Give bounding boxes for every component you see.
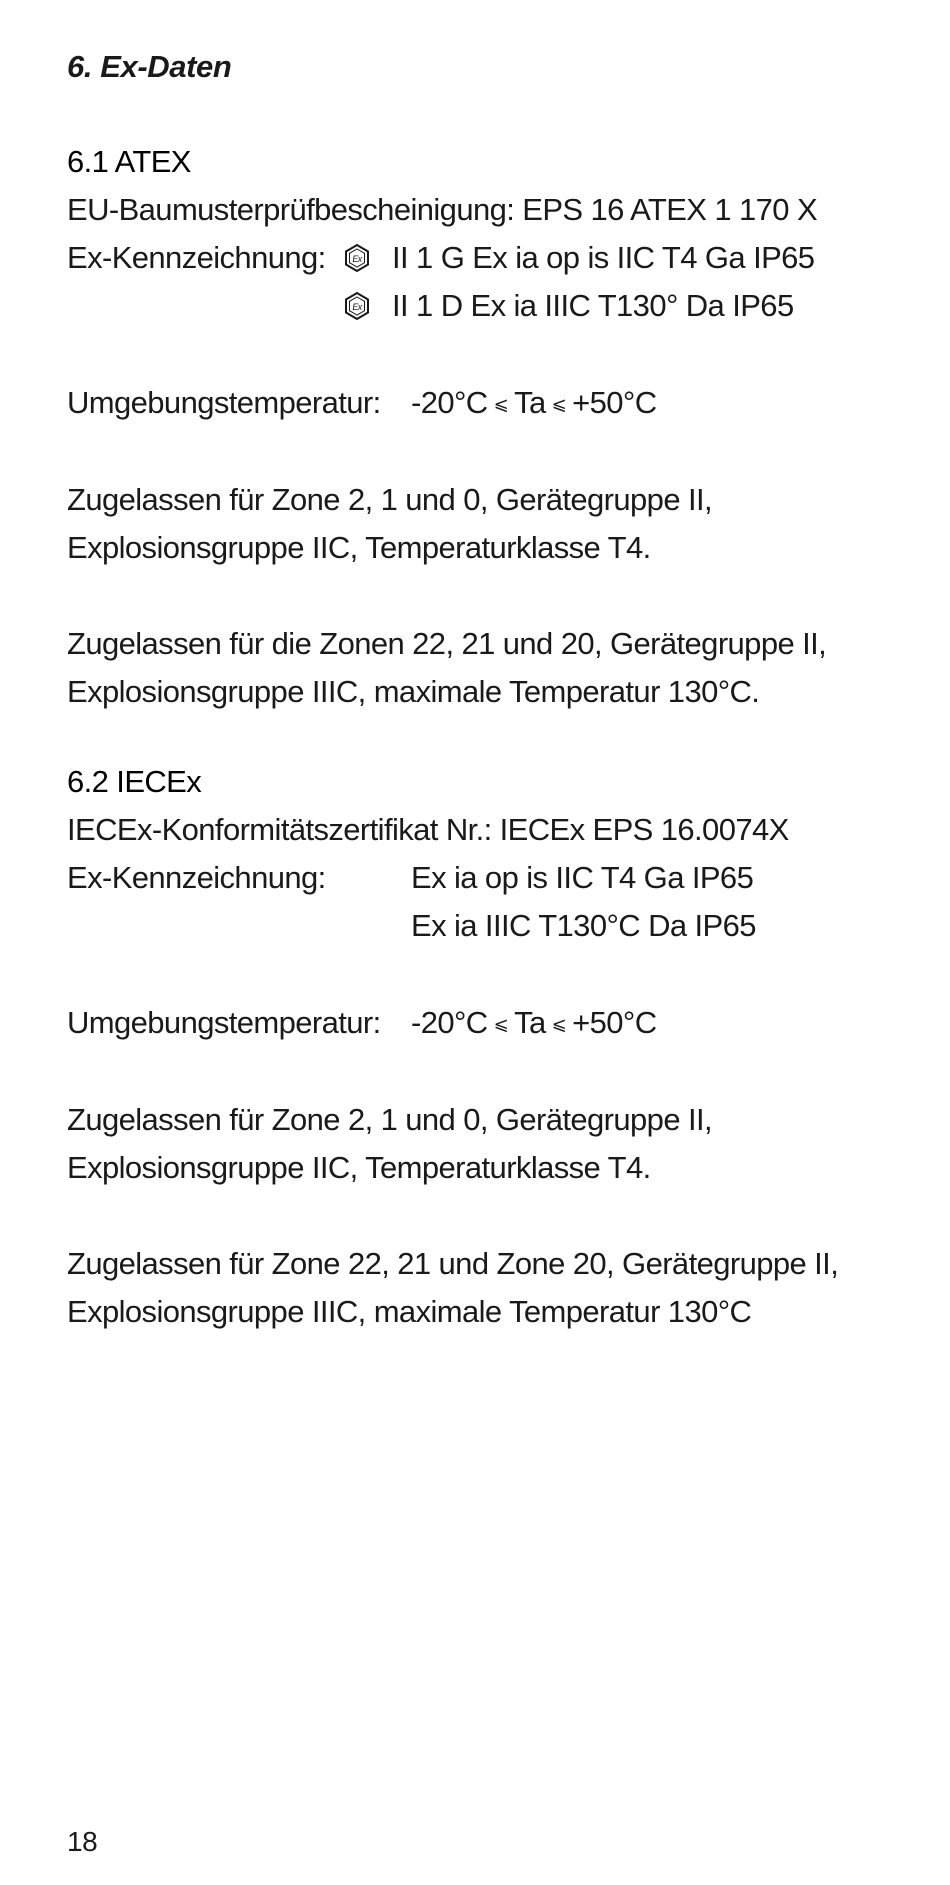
less-equal-sign: ⩽ xyxy=(551,1014,567,1034)
iecex-marking-dust: Ex ia IIIC T130°C Da IP65 xyxy=(411,908,756,943)
iecex-ambient-label: Umgebungstemperatur: xyxy=(67,1005,381,1040)
iecex-approval-gas-line1: Zugelassen für Zone 2, 1 und 0, Gerätegruppe II, xyxy=(67,1102,713,1137)
iecex-marking-gas: Ex ia op is IIC T4 Ga IP65 xyxy=(411,860,754,895)
atex-heading: 6.1 ATEX xyxy=(67,144,191,179)
atex-ambient-max: +50°C xyxy=(572,385,657,420)
page-number: 18 xyxy=(67,1826,98,1857)
atex-ambient-range xyxy=(411,383,656,424)
svg-text:Ex: Ex xyxy=(352,254,362,264)
iecex-ambient-var: Ta xyxy=(514,1005,546,1040)
atex-approval-dust-line1: Zugelassen für die Zonen 22, 21 und 20, Gerätegruppe II, xyxy=(67,626,827,661)
iecex-ambient-min: -20°C xyxy=(411,1005,488,1040)
atex-marking-dust: II 1 D Ex ia IIIC T130° Da IP65 xyxy=(392,288,794,323)
iecex-heading: 6.2 IECEx xyxy=(67,764,202,799)
atex-marking-gas-row xyxy=(67,238,927,278)
iecex-marking-gas-row xyxy=(67,858,927,898)
atex-marking-dust-row xyxy=(67,286,927,326)
iecex-ambient-max: +50°C xyxy=(572,1005,657,1040)
atex-ambient-label: Umgebungstemperatur: xyxy=(67,385,381,420)
atex-marking-gas: II 1 G Ex ia op is IIC T4 Ga IP65 xyxy=(392,240,815,275)
atex-approval-gas-line2: Explosionsgruppe IIC, Temperaturklasse T4. xyxy=(67,530,651,565)
iecex-ambient-range xyxy=(411,1003,656,1044)
document-page xyxy=(67,0,927,1885)
atex-approval-dust-line2: Explosionsgruppe IIIC, maximale Temperatur 130°C. xyxy=(67,674,760,709)
iecex-ambient-row xyxy=(67,1003,927,1043)
ex-hexagon-icon xyxy=(343,292,371,320)
iecex-marking-label: Ex-Kennzeichnung: xyxy=(67,860,326,895)
iecex-approval-gas-line2: Explosionsgruppe IIC, Temperaturklasse T4. xyxy=(67,1150,651,1185)
atex-ambient-row xyxy=(67,383,927,423)
section-title: 6. Ex-Daten xyxy=(67,49,232,84)
iecex-certificate: IECEx-Konformitätszertifikat Nr.: IECEx EPS 16.0074X xyxy=(67,812,789,847)
atex-marking-label: Ex-Kennzeichnung: xyxy=(67,240,326,275)
ex-hexagon-icon xyxy=(343,244,371,272)
atex-approval-gas-line1: Zugelassen für Zone 2, 1 und 0, Gerätegruppe II, xyxy=(67,482,713,517)
atex-ambient-var: Ta xyxy=(514,385,546,420)
svg-text:Ex: Ex xyxy=(352,302,362,312)
iecex-approval-dust-line1: Zugelassen für Zone 22, 21 und Zone 20, Gerätegruppe II, xyxy=(67,1246,839,1281)
less-equal-sign: ⩽ xyxy=(493,394,509,414)
iecex-approval-dust-line2: Explosionsgruppe IIIC, maximale Temperatur 130°C xyxy=(67,1294,752,1329)
iecex-marking-dust-row xyxy=(67,906,927,946)
atex-ambient-min: -20°C xyxy=(411,385,488,420)
less-equal-sign: ⩽ xyxy=(551,394,567,414)
atex-certificate: EU-Baumusterprüfbescheinigung: EPS 16 ATEX 1 170 X xyxy=(67,192,818,227)
less-equal-sign: ⩽ xyxy=(493,1014,509,1034)
